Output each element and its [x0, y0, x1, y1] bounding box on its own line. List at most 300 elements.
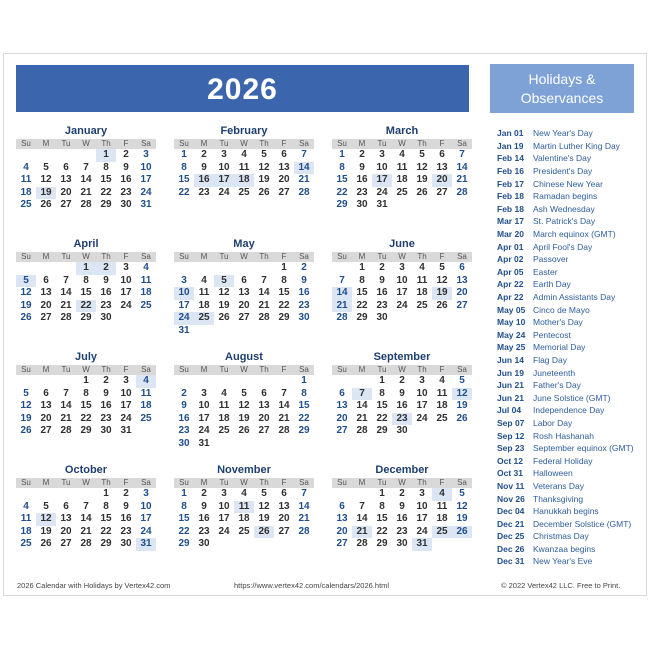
day-cell[interactable]: 28: [298, 186, 310, 198]
holiday-day-cell[interactable]: 21: [352, 526, 372, 539]
day-cell[interactable]: 10: [218, 500, 230, 512]
holiday-day-cell[interactable]: 26: [452, 526, 472, 539]
day-cell[interactable]: 25: [20, 199, 32, 211]
day-cell[interactable]: 3: [123, 375, 129, 386]
day-cell[interactable]: 31: [178, 324, 190, 336]
day-cell[interactable]: 5: [23, 387, 29, 399]
day-cell[interactable]: 18: [20, 525, 32, 537]
day-cell[interactable]: 29: [80, 312, 92, 324]
day-cell[interactable]: 13: [278, 161, 290, 173]
holiday-day-cell[interactable]: 20: [432, 174, 452, 187]
day-cell[interactable]: 5: [241, 387, 247, 399]
day-cell[interactable]: 2: [359, 149, 365, 160]
day-cell[interactable]: 10: [416, 500, 428, 512]
day-cell[interactable]: 16: [178, 412, 190, 424]
day-cell[interactable]: 12: [436, 274, 448, 286]
day-cell[interactable]: 5: [261, 149, 267, 160]
day-cell[interactable]: 19: [258, 513, 270, 525]
day-cell[interactable]: 16: [356, 174, 368, 186]
day-cell[interactable]: 13: [60, 513, 72, 525]
day-cell[interactable]: 2: [399, 488, 405, 499]
day-cell[interactable]: 11: [238, 161, 250, 173]
day-cell[interactable]: 30: [298, 312, 310, 324]
day-cell[interactable]: 22: [356, 299, 368, 311]
day-cell[interactable]: 24: [140, 525, 152, 537]
day-cell[interactable]: 14: [278, 400, 290, 412]
day-cell[interactable]: 21: [356, 412, 368, 424]
day-cell[interactable]: 30: [396, 425, 408, 437]
day-cell[interactable]: 29: [376, 538, 388, 550]
day-cell[interactable]: 26: [436, 299, 448, 311]
day-cell[interactable]: 2: [399, 375, 405, 386]
holiday-day-cell[interactable]: 5: [214, 275, 234, 288]
day-cell[interactable]: 29: [100, 538, 112, 550]
day-cell[interactable]: 23: [356, 186, 368, 198]
day-cell[interactable]: 23: [100, 299, 112, 311]
day-cell[interactable]: 18: [140, 287, 152, 299]
day-cell[interactable]: 22: [100, 525, 112, 537]
day-cell[interactable]: 2: [201, 149, 207, 160]
holiday-day-cell[interactable]: 16: [194, 174, 214, 187]
day-cell[interactable]: 7: [63, 387, 69, 399]
day-cell[interactable]: 28: [80, 538, 92, 550]
day-cell[interactable]: 23: [298, 299, 310, 311]
day-cell[interactable]: 7: [261, 274, 267, 286]
day-cell[interactable]: 4: [241, 149, 247, 160]
day-cell[interactable]: 2: [123, 149, 129, 160]
holiday-day-cell[interactable]: 7: [352, 388, 372, 401]
day-cell[interactable]: 22: [336, 186, 348, 198]
day-cell[interactable]: 29: [278, 312, 290, 324]
day-cell[interactable]: 4: [439, 375, 445, 386]
day-cell[interactable]: 17: [140, 513, 152, 525]
day-cell[interactable]: 1: [281, 262, 287, 273]
day-cell[interactable]: 25: [436, 412, 448, 424]
day-cell[interactable]: 2: [379, 262, 385, 273]
day-cell[interactable]: 18: [20, 186, 32, 198]
day-cell[interactable]: 24: [140, 186, 152, 198]
day-cell[interactable]: 20: [60, 525, 72, 537]
day-cell[interactable]: 27: [60, 199, 72, 211]
day-cell[interactable]: 28: [298, 525, 310, 537]
day-cell[interactable]: 19: [20, 299, 32, 311]
day-cell[interactable]: 3: [419, 375, 425, 386]
day-cell[interactable]: 12: [258, 161, 270, 173]
day-cell[interactable]: 29: [298, 425, 310, 437]
day-cell[interactable]: 30: [120, 199, 132, 211]
day-cell[interactable]: 12: [20, 400, 32, 412]
day-cell[interactable]: 22: [100, 186, 112, 198]
day-cell[interactable]: 21: [60, 299, 72, 311]
day-cell[interactable]: 15: [178, 513, 190, 525]
day-cell[interactable]: 21: [60, 412, 72, 424]
day-cell[interactable]: 15: [298, 400, 310, 412]
day-cell[interactable]: 13: [436, 161, 448, 173]
day-cell[interactable]: 29: [356, 312, 368, 324]
day-cell[interactable]: 26: [40, 538, 52, 550]
day-cell[interactable]: 13: [40, 400, 52, 412]
day-cell[interactable]: 9: [399, 500, 405, 512]
day-cell[interactable]: 25: [396, 186, 408, 198]
day-cell[interactable]: 31: [140, 199, 152, 211]
day-cell[interactable]: 28: [60, 425, 72, 437]
holiday-day-cell[interactable]: 5: [16, 275, 36, 288]
day-cell[interactable]: 26: [416, 186, 428, 198]
day-cell[interactable]: 8: [103, 161, 109, 173]
day-cell[interactable]: 27: [40, 425, 52, 437]
day-cell[interactable]: 18: [436, 513, 448, 525]
day-cell[interactable]: 17: [120, 400, 132, 412]
day-cell[interactable]: 1: [379, 488, 385, 499]
day-cell[interactable]: 10: [396, 274, 408, 286]
holiday-day-cell[interactable]: 19: [36, 187, 56, 200]
day-cell[interactable]: 11: [20, 513, 32, 525]
day-cell[interactable]: 22: [376, 525, 388, 537]
day-cell[interactable]: 7: [301, 149, 307, 160]
day-cell[interactable]: 23: [100, 412, 112, 424]
day-cell[interactable]: 2: [301, 262, 307, 273]
day-cell[interactable]: 28: [80, 199, 92, 211]
day-cell[interactable]: 30: [356, 199, 368, 211]
day-cell[interactable]: 27: [258, 425, 270, 437]
day-cell[interactable]: 26: [218, 312, 230, 324]
day-cell[interactable]: 5: [459, 375, 465, 386]
day-cell[interactable]: 15: [100, 513, 112, 525]
holiday-day-cell[interactable]: 1: [76, 262, 96, 275]
day-cell[interactable]: 21: [80, 186, 92, 198]
day-cell[interactable]: 26: [258, 186, 270, 198]
day-cell[interactable]: 28: [356, 425, 368, 437]
day-cell[interactable]: 18: [238, 513, 250, 525]
day-cell[interactable]: 9: [201, 500, 207, 512]
day-cell[interactable]: 8: [339, 161, 345, 173]
day-cell[interactable]: 16: [298, 287, 310, 299]
day-cell[interactable]: 24: [396, 299, 408, 311]
day-cell[interactable]: 15: [178, 174, 190, 186]
day-cell[interactable]: 7: [301, 488, 307, 499]
day-cell[interactable]: 4: [23, 161, 29, 173]
day-cell[interactable]: 28: [60, 312, 72, 324]
day-cell[interactable]: 9: [123, 161, 129, 173]
day-cell[interactable]: 3: [221, 149, 227, 160]
day-cell[interactable]: 12: [20, 287, 32, 299]
day-cell[interactable]: 17: [140, 174, 152, 186]
day-cell[interactable]: 7: [459, 149, 465, 160]
day-cell[interactable]: 21: [80, 525, 92, 537]
day-cell[interactable]: 22: [278, 299, 290, 311]
day-cell[interactable]: 3: [143, 488, 149, 499]
day-cell[interactable]: 12: [40, 174, 52, 186]
day-cell[interactable]: 31: [198, 437, 210, 449]
day-cell[interactable]: 5: [43, 161, 49, 173]
day-cell[interactable]: 24: [198, 425, 210, 437]
day-cell[interactable]: 9: [181, 400, 187, 412]
day-cell[interactable]: 15: [356, 287, 368, 299]
day-cell[interactable]: 9: [103, 387, 109, 399]
day-cell[interactable]: 23: [120, 186, 132, 198]
day-cell[interactable]: 24: [218, 186, 230, 198]
day-cell[interactable]: 1: [181, 488, 187, 499]
holiday-day-cell[interactable]: 24: [174, 312, 194, 325]
day-cell[interactable]: 10: [140, 161, 152, 173]
day-cell[interactable]: 16: [376, 287, 388, 299]
day-cell[interactable]: 17: [416, 513, 428, 525]
day-cell[interactable]: 7: [281, 387, 287, 399]
day-cell[interactable]: 30: [396, 538, 408, 550]
day-cell[interactable]: 8: [359, 274, 365, 286]
holiday-day-cell[interactable]: 1: [96, 149, 116, 162]
day-cell[interactable]: 3: [221, 488, 227, 499]
day-cell[interactable]: 13: [336, 513, 348, 525]
day-cell[interactable]: 3: [123, 262, 129, 273]
day-cell[interactable]: 26: [20, 312, 32, 324]
day-cell[interactable]: 18: [218, 412, 230, 424]
day-cell[interactable]: 14: [258, 287, 270, 299]
holiday-day-cell[interactable]: 17: [214, 174, 234, 187]
day-cell[interactable]: 1: [301, 375, 307, 386]
day-cell[interactable]: 12: [258, 500, 270, 512]
day-cell[interactable]: 9: [301, 274, 307, 286]
day-cell[interactable]: 13: [278, 500, 290, 512]
day-cell[interactable]: 12: [456, 500, 468, 512]
day-cell[interactable]: 24: [416, 412, 428, 424]
day-cell[interactable]: 24: [120, 412, 132, 424]
day-cell[interactable]: 27: [238, 312, 250, 324]
day-cell[interactable]: 6: [339, 500, 345, 512]
day-cell[interactable]: 24: [416, 525, 428, 537]
day-cell[interactable]: 5: [419, 149, 425, 160]
day-cell[interactable]: 1: [359, 262, 365, 273]
day-cell[interactable]: 3: [399, 262, 405, 273]
day-cell[interactable]: 29: [100, 199, 112, 211]
day-cell[interactable]: 7: [359, 500, 365, 512]
day-cell[interactable]: 6: [241, 274, 247, 286]
day-cell[interactable]: 16: [120, 174, 132, 186]
day-cell[interactable]: 23: [178, 425, 190, 437]
day-cell[interactable]: 20: [336, 412, 348, 424]
day-cell[interactable]: 12: [416, 161, 428, 173]
day-cell[interactable]: 30: [120, 538, 132, 550]
day-cell[interactable]: 27: [278, 525, 290, 537]
day-cell[interactable]: 11: [436, 387, 448, 399]
day-cell[interactable]: 25: [218, 425, 230, 437]
day-cell[interactable]: 7: [83, 500, 89, 512]
day-cell[interactable]: 5: [261, 488, 267, 499]
footer-url[interactable]: https://www.vertex42.com/calendars/2026.html: [234, 581, 390, 590]
day-cell[interactable]: 6: [459, 262, 465, 273]
day-cell[interactable]: 30: [198, 538, 210, 550]
day-cell[interactable]: 8: [379, 387, 385, 399]
day-cell[interactable]: 11: [416, 274, 428, 286]
day-cell[interactable]: 17: [120, 287, 132, 299]
day-cell[interactable]: 4: [221, 387, 227, 399]
day-cell[interactable]: 12: [218, 287, 230, 299]
day-cell[interactable]: 22: [178, 186, 190, 198]
day-cell[interactable]: 8: [181, 500, 187, 512]
holiday-day-cell[interactable]: 10: [174, 287, 194, 300]
day-cell[interactable]: 15: [80, 287, 92, 299]
day-cell[interactable]: 6: [281, 488, 287, 499]
day-cell[interactable]: 15: [336, 174, 348, 186]
holiday-day-cell[interactable]: 25: [194, 312, 214, 325]
day-cell[interactable]: 11: [218, 400, 230, 412]
day-cell[interactable]: 15: [100, 174, 112, 186]
day-cell[interactable]: 16: [396, 400, 408, 412]
day-cell[interactable]: 24: [376, 186, 388, 198]
day-cell[interactable]: 20: [40, 299, 52, 311]
day-cell[interactable]: 15: [80, 400, 92, 412]
day-cell[interactable]: 15: [376, 400, 388, 412]
day-cell[interactable]: 1: [103, 488, 109, 499]
day-cell[interactable]: 4: [241, 488, 247, 499]
day-cell[interactable]: 4: [399, 149, 405, 160]
day-cell[interactable]: 31: [120, 425, 132, 437]
day-cell[interactable]: 6: [261, 387, 267, 399]
day-cell[interactable]: 18: [416, 287, 428, 299]
day-cell[interactable]: 16: [120, 513, 132, 525]
day-cell[interactable]: 2: [103, 375, 109, 386]
holiday-day-cell[interactable]: 31: [412, 538, 432, 551]
day-cell[interactable]: 8: [379, 500, 385, 512]
day-cell[interactable]: 10: [140, 500, 152, 512]
day-cell[interactable]: 28: [336, 312, 348, 324]
day-cell[interactable]: 7: [83, 161, 89, 173]
day-cell[interactable]: 14: [60, 287, 72, 299]
day-cell[interactable]: 19: [258, 174, 270, 186]
day-cell[interactable]: 6: [43, 274, 49, 286]
day-cell[interactable]: 17: [416, 400, 428, 412]
holiday-day-cell[interactable]: 26: [254, 526, 274, 539]
day-cell[interactable]: 18: [396, 174, 408, 186]
day-cell[interactable]: 19: [218, 299, 230, 311]
day-cell[interactable]: 22: [80, 412, 92, 424]
holiday-day-cell[interactable]: 25: [432, 526, 452, 539]
day-cell[interactable]: 18: [198, 299, 210, 311]
day-cell[interactable]: 13: [456, 274, 468, 286]
day-cell[interactable]: 26: [40, 199, 52, 211]
day-cell[interactable]: 15: [376, 513, 388, 525]
holiday-day-cell[interactable]: 23: [392, 413, 412, 426]
holiday-day-cell[interactable]: 31: [136, 538, 156, 551]
day-cell[interactable]: 20: [40, 412, 52, 424]
holiday-day-cell[interactable]: 14: [294, 162, 314, 175]
day-cell[interactable]: 20: [278, 513, 290, 525]
day-cell[interactable]: 13: [336, 400, 348, 412]
day-cell[interactable]: 20: [278, 174, 290, 186]
day-cell[interactable]: 19: [456, 400, 468, 412]
day-cell[interactable]: 9: [359, 161, 365, 173]
day-cell[interactable]: 16: [198, 513, 210, 525]
day-cell[interactable]: 20: [258, 412, 270, 424]
day-cell[interactable]: 9: [123, 500, 129, 512]
day-cell[interactable]: 1: [339, 149, 345, 160]
day-cell[interactable]: 27: [336, 538, 348, 550]
day-cell[interactable]: 25: [140, 299, 152, 311]
day-cell[interactable]: 16: [396, 513, 408, 525]
holiday-day-cell[interactable]: 19: [432, 287, 452, 300]
day-cell[interactable]: 24: [218, 525, 230, 537]
day-cell[interactable]: 27: [278, 186, 290, 198]
holiday-day-cell[interactable]: 17: [372, 174, 392, 187]
day-cell[interactable]: 19: [238, 412, 250, 424]
day-cell[interactable]: 20: [336, 525, 348, 537]
holiday-day-cell[interactable]: 11: [234, 501, 254, 514]
day-cell[interactable]: 13: [238, 287, 250, 299]
day-cell[interactable]: 1: [181, 149, 187, 160]
day-cell[interactable]: 11: [20, 174, 32, 186]
day-cell[interactable]: 26: [238, 425, 250, 437]
day-cell[interactable]: 18: [140, 400, 152, 412]
day-cell[interactable]: 29: [336, 199, 348, 211]
holiday-day-cell[interactable]: 12: [452, 388, 472, 401]
day-cell[interactable]: 28: [456, 186, 468, 198]
day-cell[interactable]: 24: [120, 299, 132, 311]
day-cell[interactable]: 7: [63, 274, 69, 286]
day-cell[interactable]: 25: [20, 538, 32, 550]
day-cell[interactable]: 6: [339, 387, 345, 399]
day-cell[interactable]: 5: [459, 488, 465, 499]
day-cell[interactable]: 4: [143, 262, 149, 273]
day-cell[interactable]: 25: [416, 299, 428, 311]
day-cell[interactable]: 19: [20, 412, 32, 424]
day-cell[interactable]: 25: [140, 412, 152, 424]
day-cell[interactable]: 17: [396, 287, 408, 299]
day-cell[interactable]: 17: [218, 513, 230, 525]
day-cell[interactable]: 22: [178, 525, 190, 537]
day-cell[interactable]: 30: [376, 312, 388, 324]
day-cell[interactable]: 4: [201, 274, 207, 286]
day-cell[interactable]: 19: [40, 525, 52, 537]
day-cell[interactable]: 8: [103, 500, 109, 512]
day-cell[interactable]: 30: [178, 437, 190, 449]
day-cell[interactable]: 14: [298, 500, 310, 512]
day-cell[interactable]: 9: [399, 387, 405, 399]
day-cell[interactable]: 25: [238, 525, 250, 537]
day-cell[interactable]: 1: [379, 375, 385, 386]
holiday-day-cell[interactable]: 4: [136, 375, 156, 388]
day-cell[interactable]: 2: [123, 488, 129, 499]
day-cell[interactable]: 27: [60, 538, 72, 550]
day-cell[interactable]: 8: [83, 387, 89, 399]
day-cell[interactable]: 23: [120, 525, 132, 537]
day-cell[interactable]: 29: [80, 425, 92, 437]
day-cell[interactable]: 14: [80, 513, 92, 525]
day-cell[interactable]: 20: [238, 299, 250, 311]
day-cell[interactable]: 8: [83, 274, 89, 286]
day-cell[interactable]: 27: [336, 425, 348, 437]
day-cell[interactable]: 6: [63, 500, 69, 512]
day-cell[interactable]: 28: [278, 425, 290, 437]
day-cell[interactable]: 25: [238, 186, 250, 198]
day-cell[interactable]: 30: [100, 312, 112, 324]
day-cell[interactable]: 23: [396, 525, 408, 537]
day-cell[interactable]: 7: [339, 274, 345, 286]
day-cell[interactable]: 11: [436, 500, 448, 512]
day-cell[interactable]: 13: [258, 400, 270, 412]
day-cell[interactable]: 3: [181, 274, 187, 286]
day-cell[interactable]: 10: [120, 387, 132, 399]
holiday-day-cell[interactable]: 2: [96, 262, 116, 275]
day-cell[interactable]: 4: [419, 262, 425, 273]
day-cell[interactable]: 13: [60, 174, 72, 186]
day-cell[interactable]: 22: [376, 412, 388, 424]
day-cell[interactable]: 10: [416, 387, 428, 399]
day-cell[interactable]: 14: [60, 400, 72, 412]
day-cell[interactable]: 14: [456, 161, 468, 173]
day-cell[interactable]: 22: [298, 412, 310, 424]
day-cell[interactable]: 5: [43, 500, 49, 512]
day-cell[interactable]: 16: [100, 287, 112, 299]
